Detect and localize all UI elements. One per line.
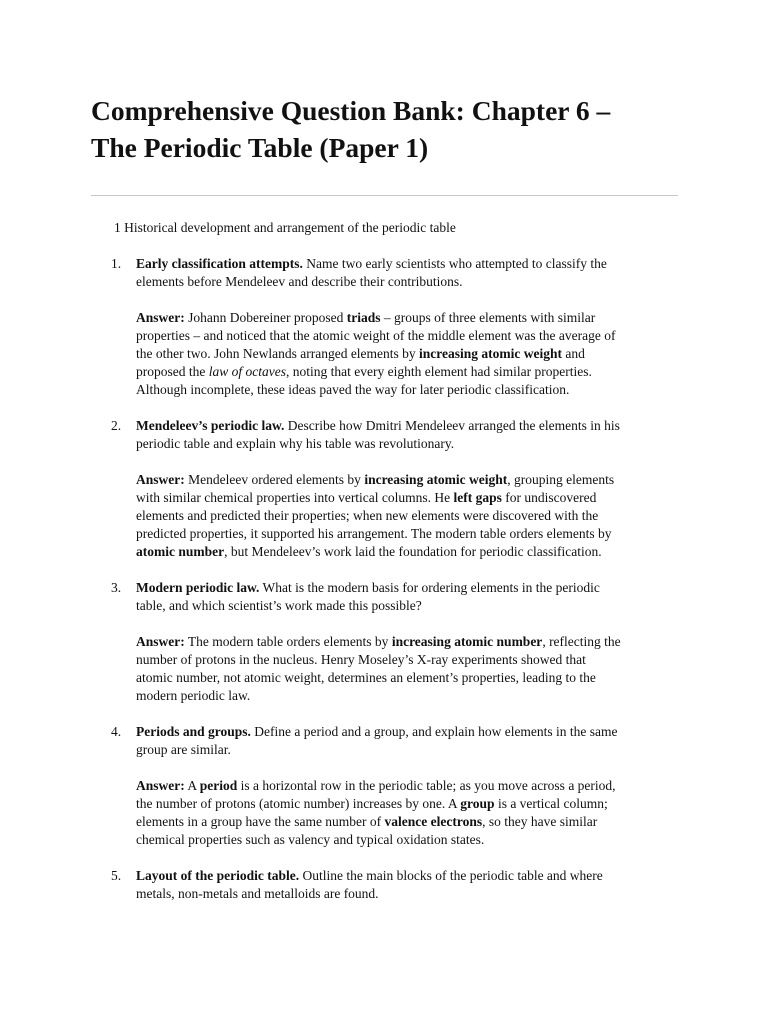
text-run: the number of protons (atomic number) increases by one. A — [136, 796, 461, 811]
text-run: – groups of three elements with similar — [380, 310, 596, 325]
question-number: 3. — [111, 580, 122, 595]
title-divider — [91, 195, 678, 196]
question-line — [136, 417, 681, 435]
question-number: 1. — [111, 256, 122, 271]
text-run: The modern table orders elements by — [184, 634, 392, 649]
question-number: 4. — [111, 724, 122, 739]
bold-text: Answer: — [136, 472, 185, 487]
text-run: Johann Dobereiner proposed — [184, 310, 347, 325]
bold-text: triads — [346, 310, 381, 325]
bold-text: Modern periodic law. — [136, 580, 260, 595]
text-run: , grouping elements — [507, 472, 615, 487]
text-run: proposed the — [136, 364, 209, 379]
question-line — [136, 579, 681, 597]
text-run: elements before Mendeleev and describe their contributions. — [136, 274, 463, 289]
question-item — [111, 723, 681, 849]
answer-line — [136, 795, 681, 813]
bold-text: Answer: — [136, 634, 185, 649]
answer-text — [136, 777, 681, 849]
question-item — [111, 867, 681, 903]
question-line — [136, 723, 681, 741]
text-run: predicted properties, it supported his arrangement. The modern table orders elements by — [136, 526, 612, 541]
text-run: , but Mendeleev’s work laid the foundation for periodic classification. — [224, 544, 602, 559]
question-text — [136, 579, 681, 615]
question-text — [136, 255, 681, 291]
question-line — [136, 885, 681, 903]
question-line — [136, 435, 681, 453]
page-title-line-2: The Periodic Table (Paper 1) — [91, 132, 429, 163]
answer-line — [136, 327, 681, 345]
answer-line — [136, 345, 681, 363]
text-run: with similar chemical properties into vertical columns. He — [136, 490, 454, 505]
text-run: , so they have similar — [482, 814, 598, 829]
question-number: 5. — [111, 868, 122, 883]
question-line — [136, 867, 681, 885]
text-run: for undiscovered — [501, 490, 597, 505]
bold-text: group — [460, 796, 495, 811]
text-run: Describe how Dmitri Mendeleev arranged the elements in his — [284, 418, 620, 433]
answer-line — [136, 489, 681, 507]
text-run: Name two early scientists who attempted to classify the — [302, 256, 607, 271]
text-run: table, and which scientist’s work made this possible? — [136, 598, 422, 613]
text-run: A — [184, 778, 200, 793]
answer-line — [136, 471, 681, 489]
answer-line — [136, 777, 681, 795]
text-run: Define a period and a group, and explain how elements in the same — [250, 724, 618, 739]
question-line — [136, 597, 681, 615]
answer-text — [136, 471, 681, 561]
text-run: and — [562, 346, 585, 361]
text-run: periodic table and explain why his table was revolutionary. — [136, 436, 455, 451]
bold-text: Answer: — [136, 310, 185, 325]
page-title — [91, 92, 691, 166]
question-item — [111, 255, 681, 399]
bold-text: period — [199, 778, 238, 793]
answer-line — [136, 381, 681, 399]
answer-line — [136, 651, 681, 669]
question-list — [111, 255, 681, 921]
text-run: metals, non-metals and metalloids are found. — [136, 886, 379, 901]
question-text — [136, 417, 681, 453]
bold-text: Answer: — [136, 778, 185, 793]
bold-text: increasing atomic weight — [364, 472, 508, 487]
text-run: elements and predicted their properties; when new elements were discovered with the — [136, 508, 599, 523]
text-run: , reflecting the — [542, 634, 621, 649]
text-run: chemical properties such as valency and typical oxidation states. — [136, 832, 485, 847]
bold-text: Early classification attempts. — [136, 256, 303, 271]
text-run: is a vertical column; — [494, 796, 608, 811]
text-run: properties – and noticed that the atomic weight of the middle element was the average of — [136, 328, 616, 343]
answer-line — [136, 831, 681, 849]
text-run: is a horizontal row in the periodic table; as you move across a period, — [237, 778, 616, 793]
question-item — [111, 417, 681, 561]
bold-text: Layout of the periodic table. — [136, 868, 300, 883]
answer-line — [136, 669, 681, 687]
text-run: the other two. John Newlands arranged elements by — [136, 346, 420, 361]
text-run: Mendeleev ordered elements by — [184, 472, 365, 487]
text-run: atomic number, not atomic weight, determines an element’s properties, leading to the — [136, 670, 596, 685]
text-run: group are similar. — [136, 742, 231, 757]
text-run: What is the modern basis for ordering elements in the periodic — [259, 580, 600, 595]
text-run: modern periodic law. — [136, 688, 251, 703]
bold-text: Mendeleev’s periodic law. — [136, 418, 285, 433]
question-line — [136, 741, 681, 759]
answer-line — [136, 543, 681, 561]
page-title-line-1: Comprehensive Question Bank: Chapter 6 – — [91, 95, 611, 126]
question-item — [111, 579, 681, 705]
answer-line — [136, 525, 681, 543]
answer-text — [136, 633, 681, 705]
answer-line — [136, 813, 681, 831]
section-heading: 1 Historical development and arrangement of the periodic table — [114, 220, 456, 235]
bold-text: valence electrons — [384, 814, 483, 829]
answer-line — [136, 507, 681, 525]
bold-text: left gaps — [453, 490, 502, 505]
bold-text: atomic number — [136, 544, 225, 559]
question-line — [136, 255, 681, 273]
bold-text: increasing atomic number — [391, 634, 543, 649]
text-run: number of protons in the nucleus. Henry Moseley’s X-ray experiments showed that — [136, 652, 586, 667]
answer-line — [136, 687, 681, 705]
italic-text: law of octaves — [208, 364, 286, 379]
answer-line — [136, 309, 681, 327]
question-text — [136, 723, 681, 759]
text-run: Although incomplete, these ideas paved the way for later periodic classification. — [136, 382, 570, 397]
text-run: Outline the main blocks of the periodic table and where — [299, 868, 603, 883]
question-number: 2. — [111, 418, 122, 433]
bold-text: increasing atomic weight — [419, 346, 563, 361]
bold-text: Periods and groups. — [136, 724, 251, 739]
answer-line — [136, 633, 681, 651]
question-text — [136, 867, 681, 903]
answer-line — [136, 363, 681, 381]
text-run: elements in a group have the same number of — [136, 814, 385, 829]
text-run: , noting that every eighth element had similar properties. — [285, 364, 592, 379]
answer-text — [136, 309, 681, 399]
question-line — [136, 273, 681, 291]
